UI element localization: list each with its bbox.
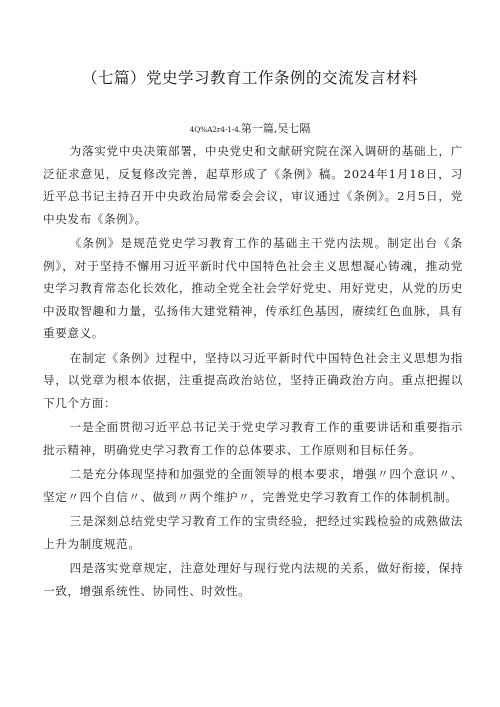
- paragraph-6: 三是深刻总结党史学习教育工作的宝贵经验，把经过实践检验的成熟做法上升为制度规范。: [43, 514, 463, 551]
- subtitle-text: 第一篇,吴七隔: [240, 122, 311, 135]
- document-subtitle: [0, 120, 500, 136]
- subtitle-code: 4Q%A2r4-1-4.: [189, 125, 241, 134]
- paragraph-7: 四是落实党章规定，注意处理好与现行党内法规的关系，做好衔接，保持一致，增强系统性、协同性、时效性。: [43, 561, 463, 598]
- paragraph-1: 为落实党中央决策部署，中央党史和文献研究院在深入调研的基础上，广泛征求意见，反复修改完善，起草形成了《条例》稿。2024年1月18日，习近平总书记主持召开中央政治局常委会会议，审议通过《条例》。2月5日，党中央发布《条例》。: [43, 144, 463, 226]
- paragraph-4: 一是全面贯彻习近平总书记关于党史学习教育工作的重要讲话和重要指示批示精神，明确党史学习教育工作的总体要求、工作原则和目标任务。: [43, 420, 463, 457]
- paragraph-5: 二是充分体现坚持和加强党的全面领导的根本要求，增强〃四个意识〃、坚定〃四个自信〃、做到〃两个维护〃，完善党史学习教育工作的体制机制。: [43, 467, 463, 504]
- document-title: （七篇）党史学习教育工作条例的交流发言材料: [81, 69, 418, 87]
- paragraph-3: 在制定《条例》过程中，坚持以习近平新时代中国特色社会主义思想为指导，以党章为根本依据，注重提高政治站位，坚持正确政治方向。重点把握以下几个方面：: [43, 350, 463, 410]
- paragraph-2: 《条例》是规范党史学习教育工作的基础主干党内法规。制定出台《条例》，对于坚持不懈用习近平新时代中国特色社会主义思想凝心铸魂，推动党史学习教育常态化长效化，推动全党全社会学好党史、用好党史，从党的历史中汲取智趣和力量，弘扬伟大建党精神，传承红色基因，赓续红色血脉，具有重要意义。: [43, 236, 463, 340]
- document-body: [43, 140, 463, 602]
